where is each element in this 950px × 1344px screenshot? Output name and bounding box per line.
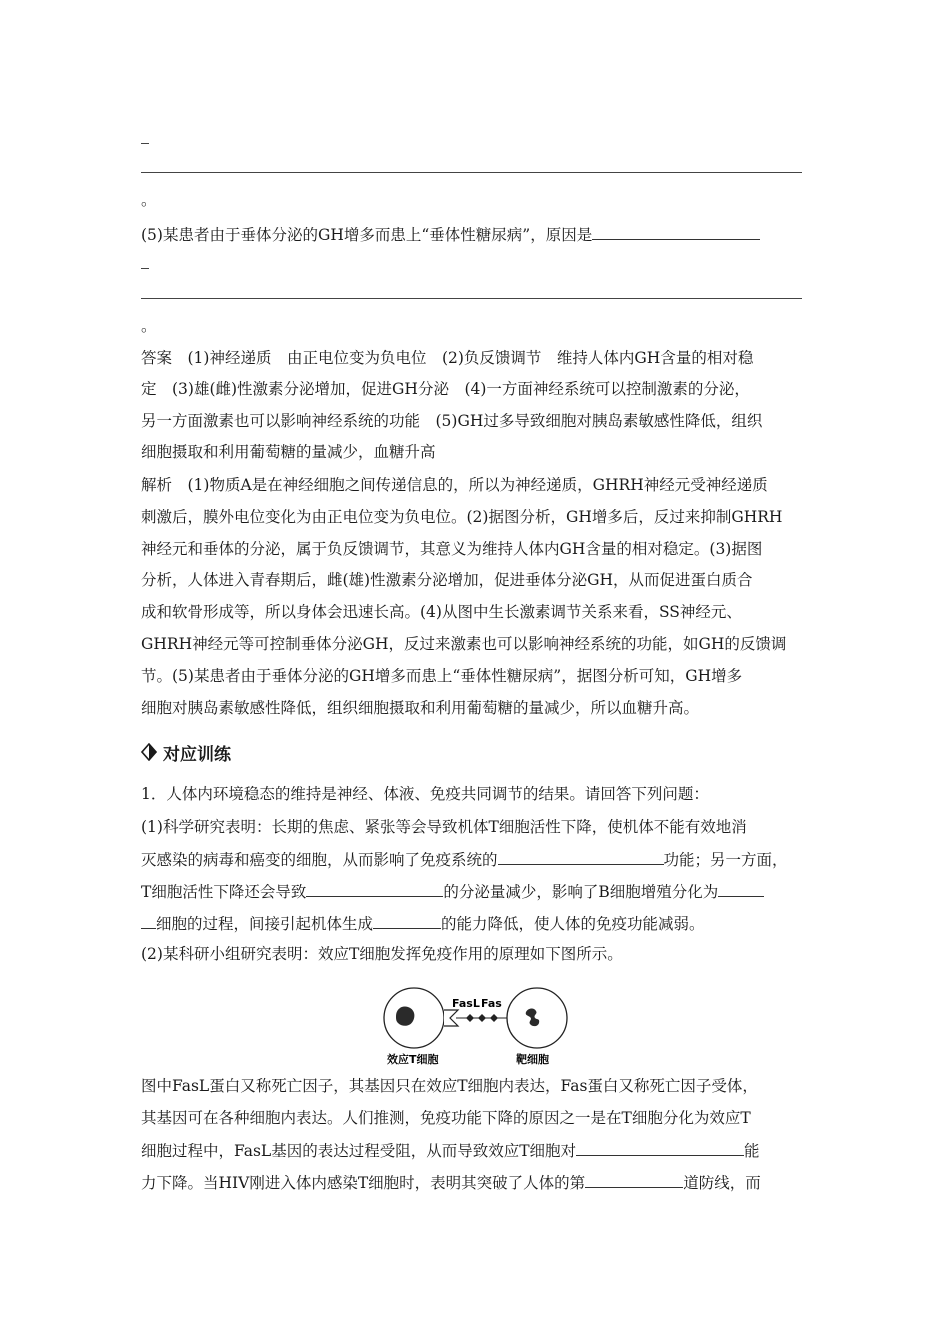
question-1-part3-line2: 其基因可在各种细胞内表达。人们推测，免疫功能下降的原因之一是在T细胞分化为效应T [141, 1109, 751, 1127]
period: 。 [141, 317, 157, 335]
text-segment: 的能力降低，使人体的免疫功能减弱。 [441, 915, 705, 933]
fas-bead [490, 1014, 498, 1022]
text-segment: 力下降。当HIV刚进入体内感染T细胞时，表明其突破了人体的第 [141, 1174, 586, 1192]
analysis-line-8: 细胞对胰岛素敏感性降低，组织细胞摄取和利用葡萄糖的量减少，所以血糖升高。 [141, 699, 700, 717]
text-segment: 道防线，而 [683, 1174, 761, 1192]
question-1-part3-line3 [141, 1140, 760, 1161]
answer-line-2: 定 (3)雄(雌)性激素分泌增加，促进GH分泌 (4)一方面神经系统可以控制激素的分泌， [141, 380, 750, 398]
section-title: 对应训练 [163, 744, 231, 765]
analysis-line-6: GHRH神经元等可控制垂体分泌GH，反过来激素也可以影响神经系统的功能，如GH的反馈调 [141, 635, 787, 653]
question-1-part3-line4 [141, 1172, 761, 1193]
answer-line-dash [141, 268, 149, 269]
effector-t-cell-label: 效应T细胞 [387, 1053, 439, 1066]
answer-line-dash [141, 143, 149, 144]
target-cell-label: 靶细胞 [516, 1053, 549, 1066]
answer-blank[interactable] [306, 881, 443, 897]
analysis-line-2: 刺激后，膜外电位变化为由正电位变为负电位。(2)据图分析，GH增多后，反过来抑制GHRH [141, 508, 783, 526]
section-header [141, 741, 231, 763]
question-1-part1-line3 [141, 881, 764, 902]
analysis-line-7: 节。(5)某患者由于垂体分泌的GH增多而患上“垂体性糖尿病”，据图分析可知，GH增多 [141, 667, 743, 685]
text-segment: 细胞的过程，间接引起机体生成 [156, 915, 374, 933]
fas-label: Fas [481, 997, 502, 1010]
question-1-part1-line2 [141, 849, 788, 870]
answer-line [141, 298, 802, 299]
text-segment: T细胞活性下降还会导致 [141, 883, 307, 901]
fasl-fas-diagram [378, 985, 578, 1071]
text-segment: 能 [744, 1142, 760, 1160]
fasl-label: FasL [452, 997, 480, 1010]
target-cell [507, 988, 567, 1048]
question-5-prompt [141, 224, 760, 245]
answer-line-3: 另一方面激素也可以影响神经系统的功能 (5)GH过多导致细胞对胰岛素敏感性降低，组织 [141, 412, 763, 430]
answer-line-1: 答案 (1)神经递质 由正电位变为负电位 (2)负反馈调节 维持人体内GH含量的相对稳 [141, 349, 754, 367]
diamond-icon [141, 743, 157, 761]
question-1-part3-line1: 图中FasL蛋白又称死亡因子，其基因只在效应T细胞内表达，Fas蛋白又称死亡因子受体， [141, 1077, 758, 1095]
text-segment: 细胞过程中，FasL基因的表达过程受阻，从而导致效应T细胞对 [141, 1142, 577, 1160]
answer-line [141, 172, 802, 173]
text-segment: 功能；另一方面， [663, 851, 788, 869]
text-segment: 的分泌量减少，影响了B细胞增殖分化为 [443, 883, 719, 901]
fasl-receptor [444, 1010, 458, 1026]
diagram-svg [378, 985, 578, 1071]
effector-t-cell-nucleus [396, 1006, 414, 1025]
analysis-line-4: 分析，人体进入青春期后，雌(雄)性激素分泌增加，促进垂体分泌GH，从而促进蛋白质合 [141, 571, 753, 589]
answer-blank[interactable] [718, 881, 764, 897]
answer-blank[interactable] [585, 1172, 683, 1188]
analysis-line-3: 神经元和垂体的分泌，属于负反馈调节，其意义为维持人体内GH含量的相对稳定。(3)据图 [141, 540, 763, 558]
question-5-text: (5)某患者由于垂体分泌的GH增多而患上“垂体性糖尿病”，原因是 [141, 226, 593, 244]
answer-blank[interactable] [141, 913, 156, 929]
analysis-line-5: 成和软骨形成等，所以身体会迅速长高。(4)从图中生长激素调节关系来看，SS神经元、 [141, 603, 742, 621]
question-1-part2: (2)某科研小组研究表明：效应T细胞发挥免疫作用的原理如下图所示。 [141, 945, 623, 963]
fas-bead [466, 1014, 474, 1022]
answer-blank[interactable] [576, 1140, 744, 1156]
answer-blank[interactable] [498, 849, 664, 865]
question-1-part1-line1: (1)科学研究表明：长期的焦虑、紧张等会导致机体T细胞活性下降，使机体不能有效地消 [141, 818, 747, 836]
answer-blank[interactable] [373, 913, 441, 929]
fas-bead [478, 1014, 486, 1022]
question-1-intro: 1．人体内环境稳态的维持是神经、体液、免疫共同调节的结果。请回答下列问题： [141, 785, 709, 803]
answer-line-4: 细胞摄取和利用葡萄糖的量减少，血糖升高 [141, 443, 436, 461]
analysis-line-1: 解析 (1)物质A是在神经细胞之间传递信息的，所以为神经递质，GHRH神经元受神经递质 [141, 476, 768, 494]
period: 。 [141, 191, 157, 209]
text-segment: 灭感染的病毒和癌变的细胞，从而影响了免疫系统的 [141, 851, 498, 869]
question-1-part1-line4 [141, 913, 705, 934]
answer-blank[interactable] [592, 224, 760, 240]
